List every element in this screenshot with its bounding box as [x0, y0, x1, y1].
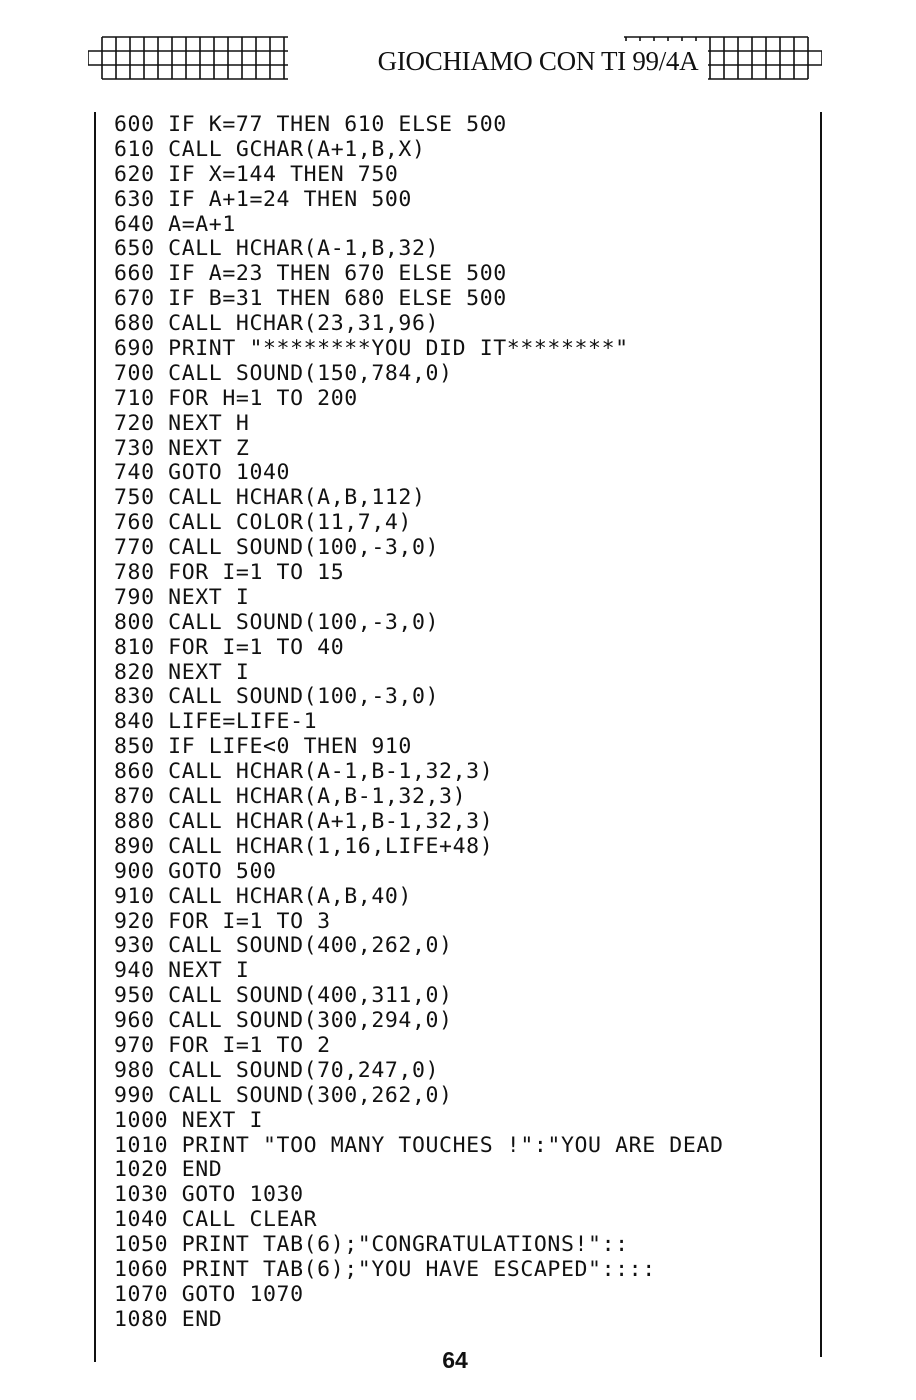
- code-line: 830 CALL SOUND(100,-3,0): [114, 684, 440, 710]
- running-header: [88, 33, 822, 83]
- code-line: 800 CALL SOUND(100,-3,0): [114, 609, 440, 635]
- code-line: 790 NEXT I: [114, 584, 250, 610]
- code-line: 630 IF A+1=24 THEN 500: [114, 186, 412, 212]
- code-line: 950 CALL SOUND(400,311,0): [114, 983, 453, 1009]
- code-line: 840 LIFE=LIFE-1: [114, 709, 318, 735]
- code-line: 620 IF X=144 THEN 750: [114, 161, 399, 187]
- code-line: 1020 END: [114, 1157, 223, 1183]
- code-line: 750 CALL HCHAR(A,B,112): [114, 485, 426, 511]
- code-line: 780 FOR I=1 TO 15: [114, 560, 345, 586]
- code-line: 660 IF A=23 THEN 670 ELSE 500: [114, 261, 507, 287]
- code-line: 1050 PRINT TAB(6);"CONGRATULATIONS!"::: [114, 1232, 629, 1258]
- code-line: 690 PRINT "********YOU DID IT********": [114, 336, 629, 362]
- page-number: 64: [442, 1347, 468, 1373]
- code-line: 1030 GOTO 1030: [114, 1182, 304, 1208]
- header-title: GIOCHIAMO CON TI 99/4A: [368, 41, 708, 81]
- code-line: 1010 PRINT "TOO MANY TOUCHES !":"YOU ARE DEAD: [114, 1132, 724, 1158]
- code-line: 990 CALL SOUND(300,262,0): [114, 1082, 453, 1108]
- code-line: 640 A=A+1: [114, 211, 236, 237]
- code-line: 910 CALL HCHAR(A,B,40): [114, 883, 412, 909]
- basic-program-listing: [114, 113, 723, 1333]
- code-line: 1040 CALL CLEAR: [114, 1207, 318, 1233]
- code-line: 930 CALL SOUND(400,262,0): [114, 933, 453, 959]
- code-line: 740 GOTO 1040: [114, 460, 291, 486]
- code-line: 600 IF K=77 THEN 610 ELSE 500: [114, 112, 507, 137]
- code-line: 1060 PRINT TAB(6);"YOU HAVE ESCAPED"::::: [114, 1256, 656, 1282]
- code-line: 760 CALL COLOR(11,7,4): [114, 510, 412, 536]
- listing-left-border: [94, 112, 96, 1362]
- code-line: 730 NEXT Z: [114, 435, 250, 461]
- code-line: 960 CALL SOUND(300,294,0): [114, 1008, 453, 1034]
- code-line: 890 CALL HCHAR(1,16,LIFE+48): [114, 833, 494, 859]
- listing-right-border: [820, 112, 822, 1357]
- code-line: 770 CALL SOUND(100,-3,0): [114, 535, 440, 561]
- code-line: 610 CALL GCHAR(A+1,B,X): [114, 136, 426, 162]
- code-line: 870 CALL HCHAR(A,B-1,32,3): [114, 784, 467, 810]
- code-line: 1070 GOTO 1070: [114, 1281, 304, 1307]
- code-line: 650 CALL HCHAR(A-1,B,32): [114, 236, 440, 262]
- header-grid-decoration-left: [88, 33, 288, 83]
- code-line: 920 FOR I=1 TO 3: [114, 908, 331, 934]
- code-line: 940 NEXT I: [114, 958, 250, 984]
- code-line: 970 FOR I=1 TO 2: [114, 1032, 331, 1058]
- code-line: 880 CALL HCHAR(A+1,B-1,32,3): [114, 808, 494, 834]
- code-line: 1080 END: [114, 1306, 223, 1332]
- code-line: 850 IF LIFE<0 THEN 910: [114, 734, 412, 760]
- code-line: 710 FOR H=1 TO 200: [114, 385, 358, 411]
- code-line: 720 NEXT H: [114, 410, 250, 436]
- code-line: 860 CALL HCHAR(A-1,B-1,32,3): [114, 759, 494, 785]
- code-line: 980 CALL SOUND(70,247,0): [114, 1057, 440, 1083]
- code-line: 810 FOR I=1 TO 40: [114, 634, 345, 660]
- code-line: 680 CALL HCHAR(23,31,96): [114, 311, 440, 337]
- code-line: 1000 NEXT I: [114, 1107, 263, 1133]
- code-line: 700 CALL SOUND(150,784,0): [114, 360, 453, 386]
- code-line: 820 NEXT I: [114, 659, 250, 685]
- code-line: 670 IF B=31 THEN 680 ELSE 500: [114, 286, 507, 312]
- code-line: 900 GOTO 500: [114, 858, 277, 884]
